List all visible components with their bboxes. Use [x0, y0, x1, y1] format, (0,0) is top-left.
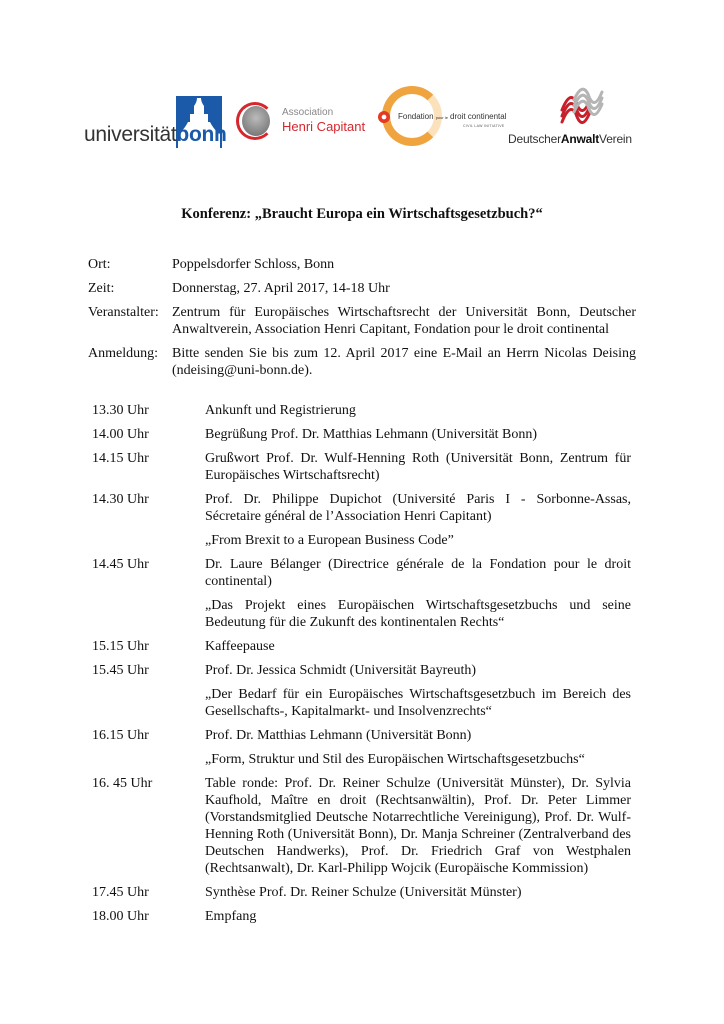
program-desc: Begrüßung Prof. Dr. Matthias Lehmann (Universität Bonn) — [205, 427, 538, 442]
program-desc: Prof. Dr. Jessica Schmidt (Universität Bayreuth) — [205, 663, 477, 678]
fondation-tagline: CIVIL LAW INITIATIVE — [463, 124, 505, 128]
info-label: Veranstalter: — [88, 305, 159, 320]
talk-title: „Form, Struktur und Stil des Europäischen Wirtschaftsgesetzbuchs“ — [205, 752, 585, 767]
program-item — [92, 662, 631, 679]
info-label: Ort: — [88, 257, 111, 272]
dav-wave-icon — [556, 84, 606, 132]
fondation-wordmark: Fondation pour le droit continental — [398, 112, 507, 121]
program-time: 15.45 Uhr — [92, 663, 149, 678]
program-item — [92, 908, 631, 925]
info-value: Bitte senden Sie bis zum 12. April 2017 eine E-Mail an Herrn Nicolas Deising (ndeising@uni-bonn.de). — [172, 346, 636, 378]
uni-bonn-logo — [84, 96, 227, 150]
program-desc: Kaffeepause — [205, 639, 275, 654]
uni-bonn-wordmark: universitätbonn — [84, 123, 227, 146]
program-time: 13.30 Uhr — [92, 403, 149, 418]
program-item — [92, 556, 631, 590]
program-desc: Dr. Laure Bélanger (Directrice générale de la Fondation pour le droit continental) — [205, 557, 631, 589]
program-item — [92, 491, 631, 525]
red-dot-icon — [378, 111, 390, 123]
program-time: 15.15 Uhr — [92, 639, 149, 654]
program-item — [92, 638, 631, 655]
program-desc: Prof. Dr. Matthias Lehmann (Universität Bonn) — [205, 728, 472, 743]
program-item — [92, 450, 631, 484]
program-item — [92, 884, 631, 901]
program-time: 14.30 Uhr — [92, 492, 149, 507]
program-time: 14.45 Uhr — [92, 557, 149, 572]
dav-logo — [508, 84, 653, 150]
program-time: 17.45 Uhr — [92, 885, 149, 900]
henri-capitant-logo — [236, 100, 371, 145]
talk-title: „Der Bedarf für ein Europäisches Wirtschaftsgesetzbuch im Bereich des Gesellschafts-, Kapitalmarkt- und Insolvenzrechts“ — [205, 687, 631, 719]
program-schedule — [92, 402, 631, 932]
talk-title: „From Brexit to a European Business Code” — [205, 533, 454, 548]
program-desc: Prof. Dr. Philippe Dupichot (Université Paris I - Sorbonne-Assas, Sécretaire général de l’Association Henri Capitant) — [205, 492, 631, 524]
program-time: 18.00 Uhr — [92, 909, 149, 924]
dav-wordmark: DeutscherAnwaltVerein — [508, 132, 632, 146]
info-row-time — [88, 280, 636, 297]
info-row-location — [88, 256, 636, 273]
conference-title: Konferenz: „Braucht Europa ein Wirtschaftsgesetzbuch?“ — [181, 206, 543, 222]
info-value: Zentrum für Europäisches Wirtschaftsrecht der Universität Bonn, Deutscher Anwaltverein, Association Henri Capitant, Fondation pour le droit continental — [172, 305, 636, 337]
program-desc: Table ronde: Prof. Dr. Reiner Schulze (Universität Münster), Dr. Sylvia Kaufhold, Maître en droit (Rechtsanwältin), Prof. Dr. Peter Limmer (Vorstandsmitglied Deutsche Notarrechtliche Vereinigung), Prof. Dr. Wulf-Henning Roth (Universität Bonn), Dr. Manja Schreiner (Zentralverband des Deutschen Handwerks), Prof. Dr. Friedrich Graf von Westphalen (Rechtsanwalt), Dr. Karl-Philipp Wojcik (Europäische Kommission) — [205, 776, 631, 876]
info-row-registration — [88, 345, 636, 379]
fondation-logo — [378, 84, 508, 150]
hc-line1: Association — [282, 107, 334, 118]
program-desc: Grußwort Prof. Dr. Wulf-Henning Roth (Universität Bonn, Zentrum für Europäisches Wirtschaftsrecht) — [205, 451, 631, 483]
program-desc: Ankunft und Registrierung — [205, 403, 356, 418]
program-item — [92, 727, 631, 744]
program-time: 14.00 Uhr — [92, 427, 149, 442]
info-label: Anmeldung: — [88, 346, 158, 361]
program-desc: Empfang — [205, 909, 257, 924]
program-desc: Synthèse Prof. Dr. Reiner Schulze (Universität Münster) — [205, 885, 522, 900]
talk-title: „Das Projekt eines Europäischen Wirtschaftsgesetzbuchs und seine Bedeutung für die Zukunft des kontinentalen Rechts“ — [205, 598, 631, 630]
program-time: 16.15 Uhr — [92, 728, 149, 743]
program-item — [92, 775, 631, 877]
program-time: 14.15 Uhr — [92, 451, 149, 466]
event-info — [88, 256, 636, 386]
info-value: Poppelsdorfer Schloss, Bonn — [172, 257, 335, 272]
program-time: 16. 45 Uhr — [92, 776, 153, 791]
info-label: Zeit: — [88, 281, 115, 296]
info-value: Donnerstag, 27. April 2017, 14-18 Uhr — [172, 281, 390, 296]
program-item — [92, 402, 631, 419]
logo-bar — [0, 80, 724, 155]
program-item — [92, 426, 631, 443]
info-row-organizers — [88, 304, 636, 338]
hc-line2: Henri Capitant — [282, 119, 366, 134]
portrait-icon — [242, 106, 270, 136]
